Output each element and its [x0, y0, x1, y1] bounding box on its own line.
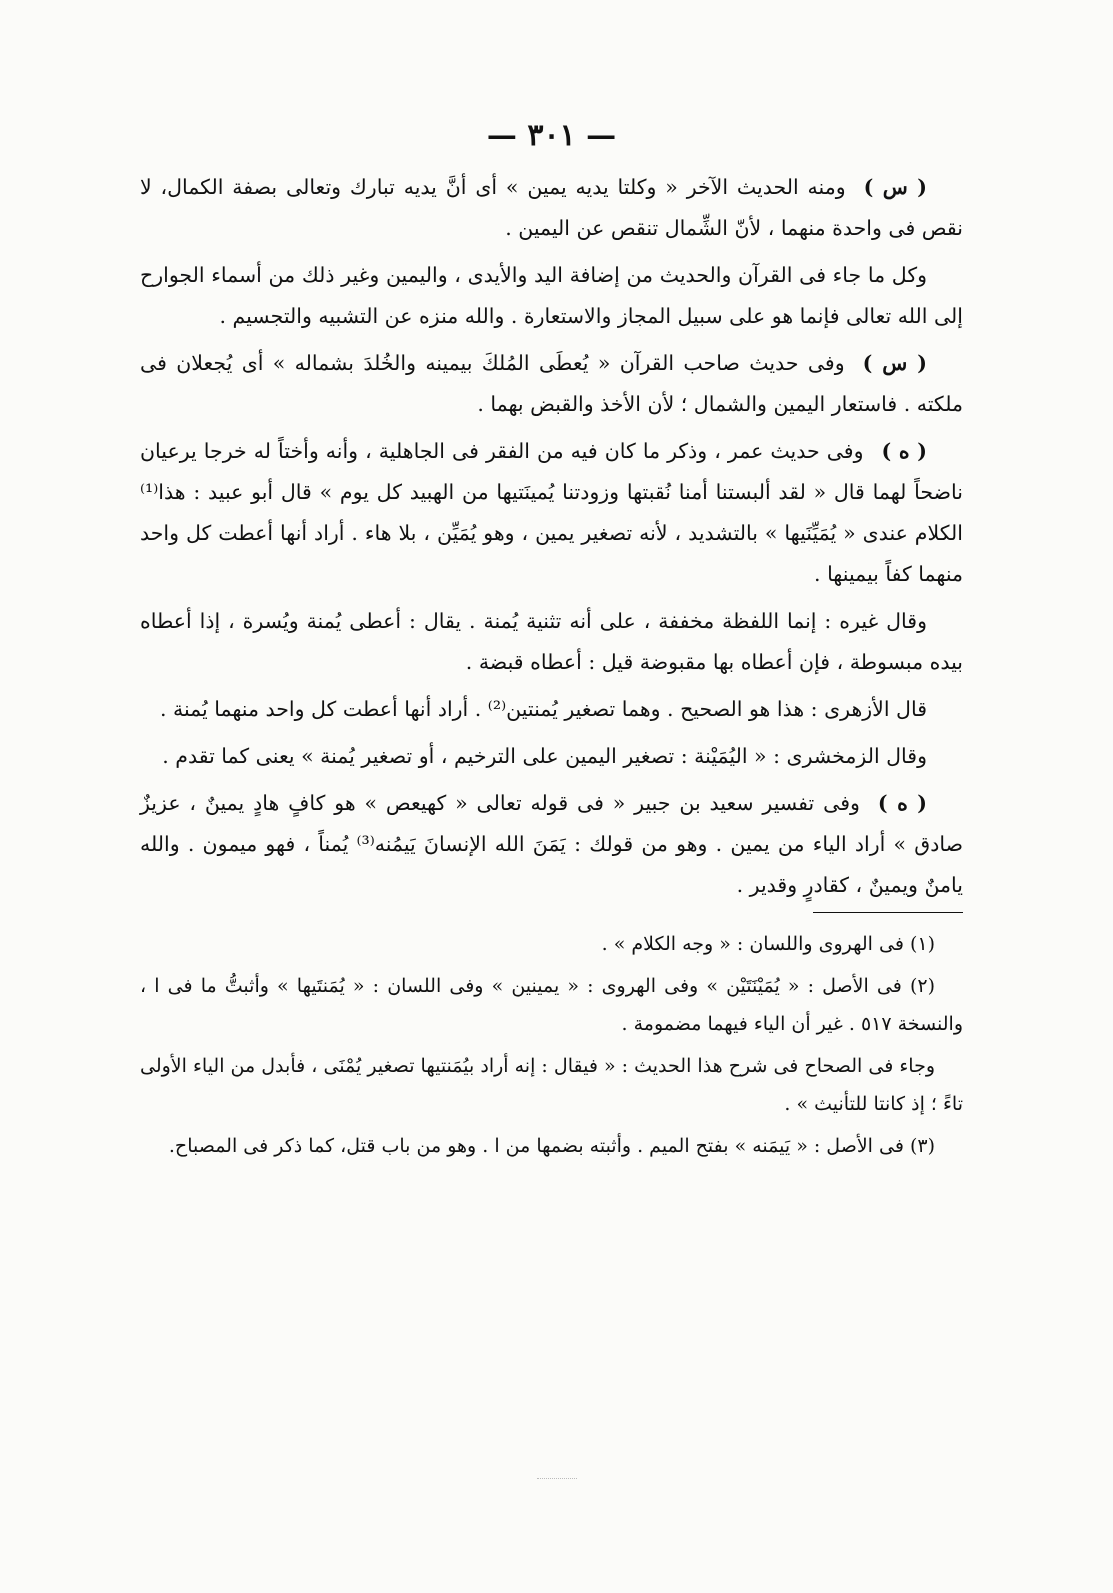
- footnote: (١) فى الهروى واللسان : « وجه الكلام » .: [601, 933, 935, 955]
- paragraph-text: وفى تفسير سعيد بن جبير « فى قوله تعالى « كهيعص » هو كافٍ هادٍ يمينٌ ، عزيزٌ صادق » أراد الياء من يمين . وهو من قولك : يَمَنَ الله الإنسانَ يَيمُنه⁽³⁾ يُمناً ، فهو ميمون . والله يامنٌ ويمينٌ ، كقادرٍ وقدير .: [140, 791, 963, 897]
- paragraph-marker: ( ه ): [877, 791, 927, 815]
- paragraph-text: قال الأزهرى : هذا هو الصحيح . وهما تصغير يُمنتين⁽²⁾ . أراد أنها أعطت كل واحد منهما يُمنة .: [159, 697, 927, 721]
- paragraph-marker: ( ه ): [881, 439, 927, 463]
- page-bottom-mark: [537, 1478, 577, 1479]
- paragraph-marker: ( س ): [863, 175, 928, 199]
- paragraph: [140, 601, 963, 683]
- paragraph: [140, 431, 963, 595]
- paragraph-text: وقال الزمخشرى : « اليُمَيْنة : تصغير اليمين على الترخيم ، أو تصغير يُمنة » يعنى كما تقدم .: [162, 744, 927, 768]
- paragraph-text: ومنه الحديث الآخر « وكلتا يديه يمين » أى أنَّ يديه تبارك وتعالى بصفة الكمال، لا نقص فى واحدة منهما ، لأنّ الشِّمال تنقص عن اليمين .: [140, 175, 963, 240]
- paragraph-text: وفى حديث صاحب القرآن « يُعطَى المُلكَ بيمينه والخُلدَ بشماله » أى يُجعلان فى ملكته . فاستعار اليمين والشمال ؛ لأن الأخذ والقبض بهما .: [140, 351, 963, 416]
- footnotes: [140, 925, 963, 1165]
- paragraph-text: وفى حديث عمر ، وذكر ما كان فيه من الفقر فى الجاهلية ، وأنه وأختاً له خرجا يرعيان ناضحاً لهما قال « لقد ألبستنا أمنا نُقبتها وزودتنا يُمينَتيها من الهبيد كل يوم » قال أبو عبيد : هذا⁽¹⁾ الكلام عندى « يُمَيِّنَيها » بالتشديد ، لأنه تصغير يمين ، وهو يُمَيِّن ، بلا هاء . أراد أنها أعطت كل واحد منهما كفاً بيمينها .: [140, 439, 963, 586]
- footnote: وجاء فى الصحاح فى شرح هذا الحديث : « فيقال : إنه أراد بيُمَنتيها تصغير يُمْنَى ، فأبدل من الياء الأولى تاءً ؛ إذ كانتا للتأنيث » .: [140, 1055, 963, 1115]
- paragraph: [140, 255, 963, 337]
- paragraph-text: وكل ما جاء فى القرآن والحديث من إضافة اليد والأيدى ، واليمين وغير ذلك من أسماء الجوارح إلى الله تعالى فإنما هو على سبيل المجاز والاستعارة . والله منزه عن التشبيه والتجسيم .: [140, 263, 963, 328]
- paragraph-text: وقال غيره : إنما اللفظة مخففة ، على أنه تثنية يُمنة . يقال : أعطى يُمنة ويُسرة ، إذا أعطاه بيده مبسوطة ، فإن أعطاه بها مقبوضة قيل : أعطاه قبضة .: [140, 609, 963, 674]
- footnote: (٣) فى الأصل : « يَيمَنه » بفتح الميم . وأثبته بضمها من ا . وهو من باب قتل، كما ذكر فى المصباح.: [168, 1135, 935, 1157]
- paragraph: [140, 167, 963, 249]
- paragraph-marker: ( س ): [862, 351, 927, 375]
- footnote: (٢) فى الأصل : « يُمَيْنَتَيْن » وفى الهروى : « يمينين » وفى اللسان : « يُمَنتَيها » وأثبتُّ ما فى ا ، والنسخة ٥١٧ . غير أن الياء فيهما مضمومة .: [140, 975, 963, 1035]
- paragraph: [140, 736, 963, 777]
- paragraph: [140, 783, 963, 906]
- paragraph: [140, 343, 963, 425]
- page-number: — ٣٠١ —: [486, 118, 617, 153]
- paragraph: [140, 689, 963, 730]
- footnote-divider: [813, 912, 963, 913]
- main-text: [140, 167, 963, 906]
